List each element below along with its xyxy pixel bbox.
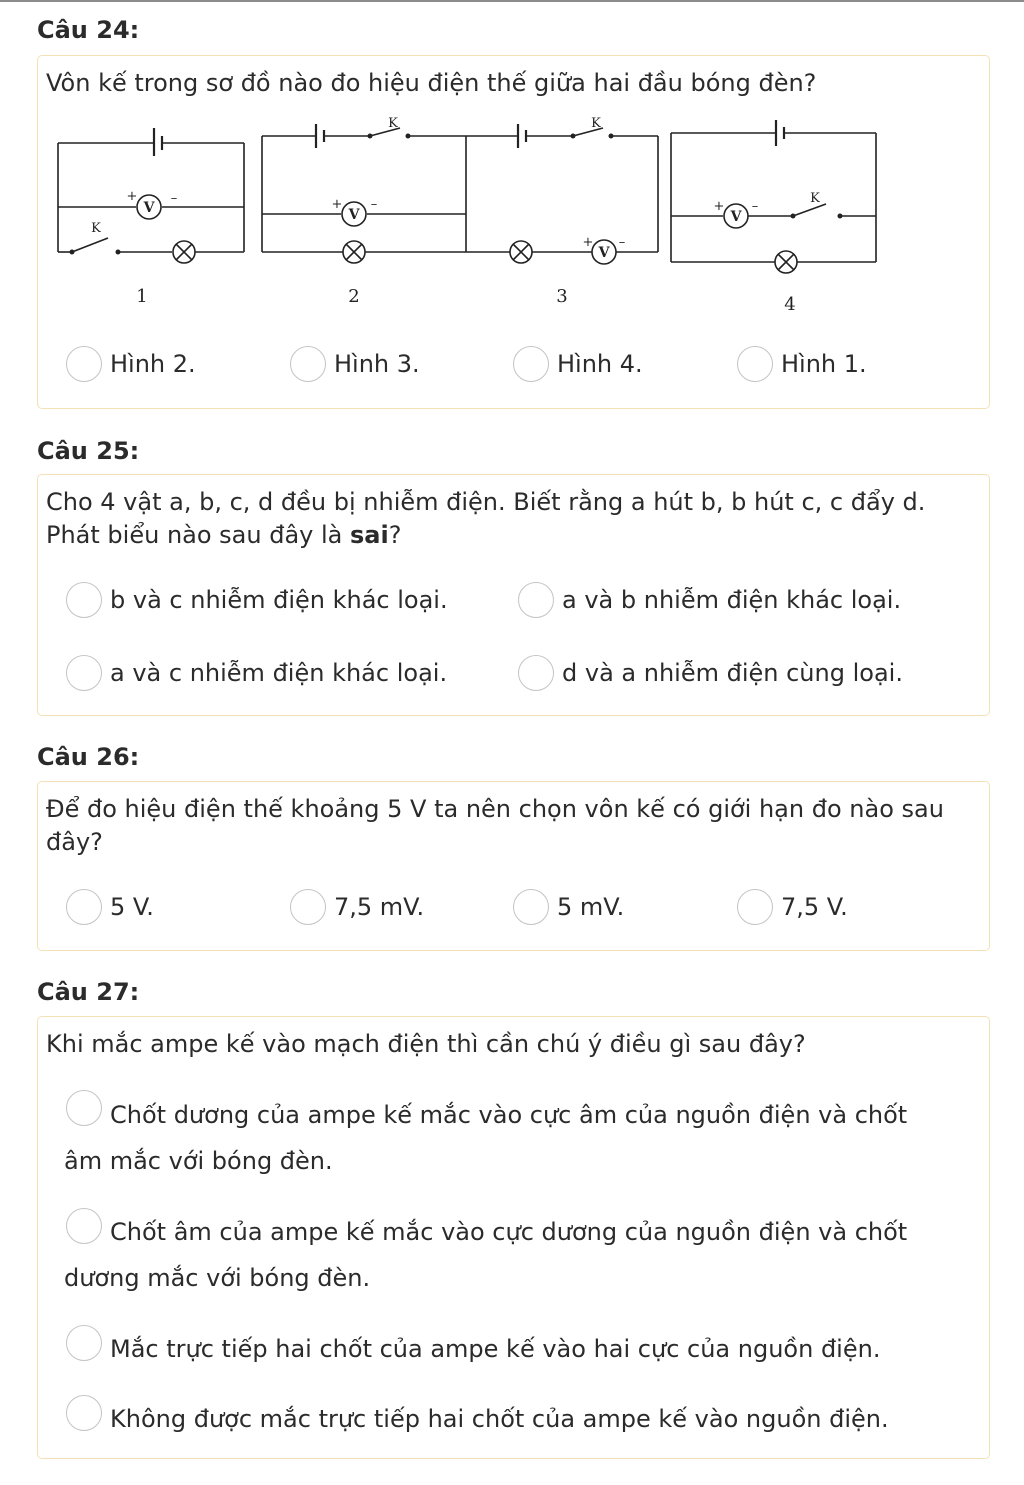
question-24-card: Vôn kế trong sơ đồ nào đo hiệu điện thế giữa hai đầu bóng đèn? V V V V + – + – + – + – K K K K 1 2 3 4 Hình 2. Hình 3. Hình 4. Hình 1. [37, 55, 990, 409]
circuit-3 [466, 124, 658, 264]
figure-label-2: 2 [348, 286, 360, 307]
voltmeter-label-4: V [730, 209, 742, 225]
radio-button[interactable] [518, 655, 554, 691]
figure-label-1: 1 [136, 286, 148, 307]
voltmeter-label-1: V [143, 200, 155, 216]
radio-button[interactable] [737, 889, 773, 925]
radio-button[interactable] [290, 889, 326, 925]
switch-label-1: K [91, 221, 101, 236]
question-25-text: Cho 4 vật a, b, c, d đều bị nhiễm điện. Biết rằng a hút b, b hút c, c đẩy d. Phát biểu nào sau đây là sai? [46, 488, 926, 549]
radio-button[interactable] [737, 346, 773, 382]
minus-sign-1: – [170, 191, 178, 206]
voltmeter-label-3: V [598, 245, 610, 261]
switch-label-3: K [591, 116, 601, 131]
radio-button[interactable] [66, 655, 102, 691]
switch-label-2: K [388, 116, 398, 131]
radio-button[interactable] [66, 889, 102, 925]
radio-button[interactable] [513, 346, 549, 382]
question-27-title: Câu 27: [37, 978, 140, 1006]
question-25-title: Câu 25: [37, 437, 140, 465]
switch-label-4: K [810, 191, 820, 206]
plus-sign-1: + [126, 189, 138, 204]
minus-sign-4: – [751, 199, 759, 214]
radio-button[interactable] [518, 582, 554, 618]
question-25-card: Cho 4 vật a, b, c, d đều bị nhiễm điện. Biết rằng a hút b, b hút c, c đẩy d. Phát biểu nào sau đây là sai? b và c nhiễm điện khác loại. a và b nhiễm điện khác loại. a và c nhiễm điện khác loại. d và a nhiễm điện cùng loại. [37, 474, 990, 716]
plus-sign-2: + [331, 197, 343, 212]
plus-sign-3: + [582, 235, 594, 250]
question-24-title: Câu 24: [37, 16, 140, 44]
circuit-4 [671, 120, 876, 273]
figure-label-3: 3 [556, 286, 568, 307]
radio-button[interactable] [66, 582, 102, 618]
radio-button[interactable] [513, 889, 549, 925]
plus-sign-4: + [713, 199, 725, 214]
circuit-2 [262, 124, 466, 263]
question-26-card: Để đo hiệu điện thế khoảng 5 V ta nên chọn vôn kế có giới hạn đo nào sau đây? 5 V. 7,5 mV. 5 mV. 7,5 V. [37, 781, 990, 951]
radio-button[interactable] [66, 346, 102, 382]
question-27-text: Khi mắc ampe kế vào mạch điện thì cần chú ý điều gì sau đây? [46, 1030, 806, 1058]
circuit-1 [58, 128, 244, 263]
question-27-card: Khi mắc ampe kế vào mạch điện thì cần chú ý điều gì sau đây? Chốt dương của ampe kế mắc vào cực âm của nguồn điện và chốt âm mắc với bóng đèn. Chốt âm của ampe kế mắc vào cực dương của nguồn điện và chốt dương mắc với bóng đèn. Mắc trực tiếp hai chốt của ampe kế vào hai cực của nguồn điện. Không được mắc trực tiếp hai chốt của ampe kế vào nguồn điện. [37, 1016, 990, 1459]
emphasis-word: sai [350, 521, 389, 549]
circuit-diagrams [48, 116, 898, 316]
voltmeter-label-2: V [348, 207, 360, 223]
radio-button[interactable] [290, 346, 326, 382]
minus-sign-3: – [618, 235, 626, 250]
figure-label-4: 4 [784, 294, 796, 315]
top-divider [0, 0, 1024, 2]
question-26-text: Để đo hiệu điện thế khoảng 5 V ta nên chọn vôn kế có giới hạn đo nào sau đây? [46, 795, 944, 856]
question-24-text: Vôn kế trong sơ đồ nào đo hiệu điện thế giữa hai đầu bóng đèn? [46, 69, 817, 97]
question-26-title: Câu 26: [37, 743, 140, 771]
minus-sign-2: – [370, 197, 378, 212]
